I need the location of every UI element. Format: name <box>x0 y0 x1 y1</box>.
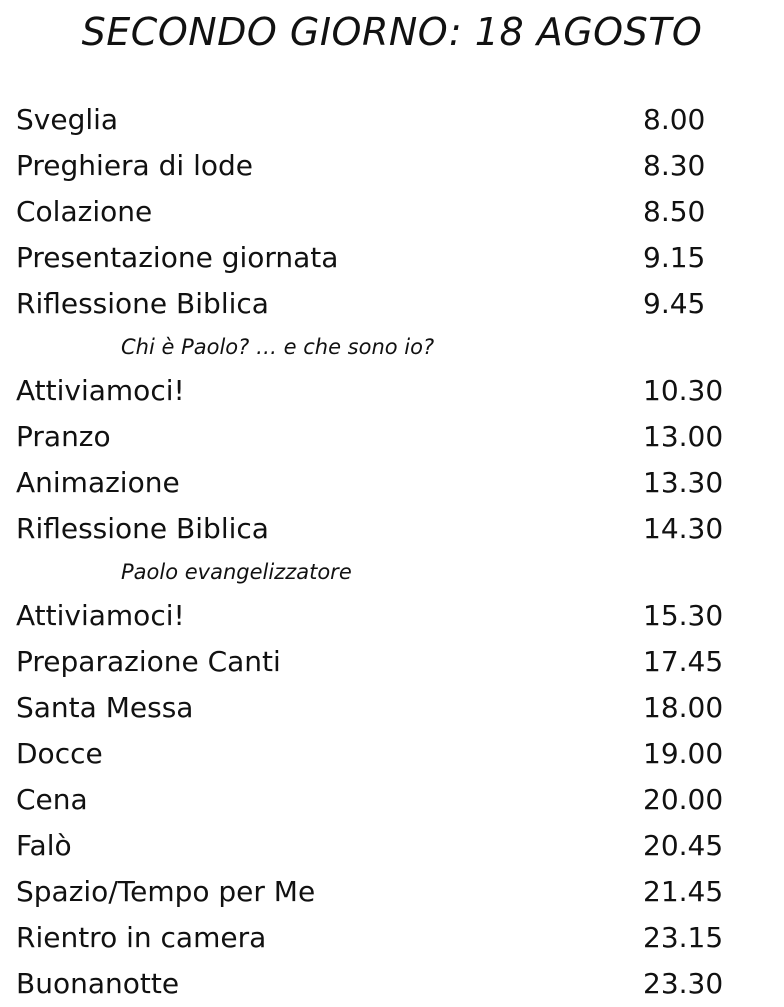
schedule-row <box>0 97 784 143</box>
schedule-row <box>0 639 784 685</box>
schedule-row <box>0 961 784 1007</box>
activity-time: 13.30 <box>643 466 724 499</box>
activity-time: 19.00 <box>643 737 724 770</box>
activity-time: 10.30 <box>643 374 724 407</box>
schedule-row <box>0 414 784 460</box>
activity-label: Buonanotte <box>16 967 180 1000</box>
activity-label: Preghiera di lode <box>16 149 253 182</box>
activity-label: Riflessione Biblica <box>16 512 269 545</box>
activity-subtitle: Chi è Paolo? … e che sono io? <box>121 335 435 359</box>
activity-time: 9.15 <box>643 241 706 274</box>
schedule-list <box>0 97 784 1007</box>
page-title: SECONDO GIORNO: 18 AGOSTO <box>81 10 703 54</box>
schedule-row <box>0 685 784 731</box>
activity-time: 8.30 <box>643 149 706 182</box>
activity-time: 17.45 <box>643 645 724 678</box>
schedule-row <box>0 869 784 915</box>
activity-time: 23.30 <box>643 967 724 1000</box>
schedule-row <box>0 368 784 414</box>
activity-time: 9.45 <box>643 287 706 320</box>
activity-label: Spazio/Tempo per Me <box>16 875 316 908</box>
schedule-note-row <box>0 552 784 593</box>
activity-time: 14.30 <box>643 512 724 545</box>
activity-label: Docce <box>16 737 103 770</box>
schedule-row <box>0 189 784 235</box>
activity-label: Santa Messa <box>16 691 194 724</box>
schedule-row <box>0 915 784 961</box>
activity-time: 8.50 <box>643 195 706 228</box>
schedule-row <box>0 777 784 823</box>
schedule-row <box>0 460 784 506</box>
activity-label: Pranzo <box>16 420 111 453</box>
activity-time: 20.00 <box>643 783 724 816</box>
activity-label: Falò <box>16 829 72 862</box>
activity-label: Attiviamoci! <box>16 599 185 632</box>
schedule-row <box>0 593 784 639</box>
activity-label: Preparazione Canti <box>16 645 281 678</box>
activity-time: 15.30 <box>643 599 724 632</box>
activity-time: 23.15 <box>643 921 724 954</box>
schedule-row <box>0 143 784 189</box>
activity-label: Riflessione Biblica <box>16 287 269 320</box>
activity-time: 8.00 <box>643 103 706 136</box>
activity-label: Presentazione giornata <box>16 241 339 274</box>
activity-label: Rientro in camera <box>16 921 267 954</box>
activity-time: 13.00 <box>643 420 724 453</box>
activity-time: 20.45 <box>643 829 724 862</box>
activity-label: Sveglia <box>16 103 119 136</box>
schedule-note-row <box>0 327 784 368</box>
activity-time: 18.00 <box>643 691 724 724</box>
schedule-row <box>0 823 784 869</box>
schedule-row <box>0 235 784 281</box>
activity-subtitle: Paolo evangelizzatore <box>121 560 352 584</box>
schedule-row <box>0 281 784 327</box>
schedule-row <box>0 506 784 552</box>
activity-time: 21.45 <box>643 875 724 908</box>
activity-label: Cena <box>16 783 88 816</box>
activity-label: Animazione <box>16 466 180 499</box>
activity-label: Attiviamoci! <box>16 374 185 407</box>
activity-label: Colazione <box>16 195 153 228</box>
schedule-row <box>0 731 784 777</box>
